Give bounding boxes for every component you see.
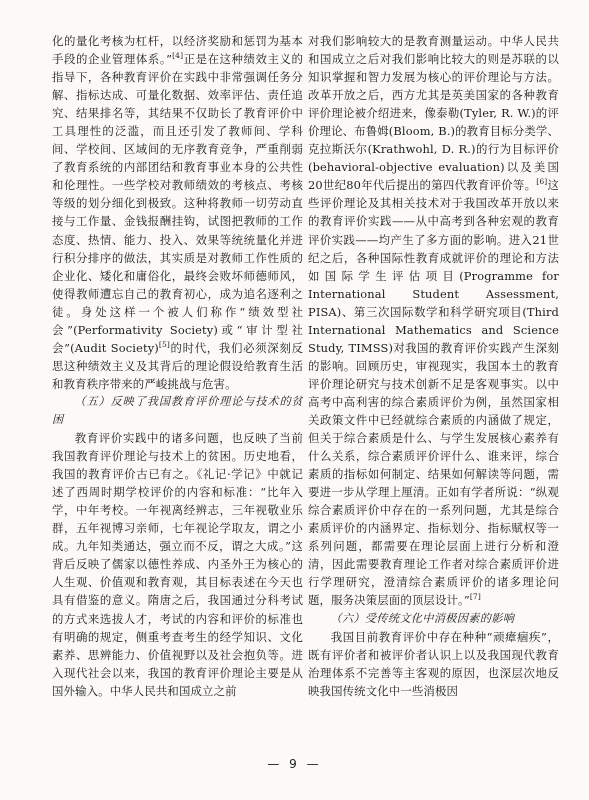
paragraph-text: 对我们影响较大的是教育测量运动。中华人民共和国成立之后对我们影响比较大的则是苏联的以知识掌握和智力发展为核心的评价理论与方法。改革开放之后，西方尤其是英美国家的各种教育评价理论被介绍进来，像泰勒(Tyler, R. W.)的评价理论、布鲁姆(Bloom, B.)的教育目标分类学、克拉斯沃尔(Krathwohl, D. R.)的行为目标评价(behavioral-objective evaluation)以及美国20世纪80年代后提出的第四代教育评价等。 <box>308 34 559 193</box>
right-column <box>308 32 559 740</box>
paragraph <box>308 32 559 610</box>
paragraph-text: 这些评价理论及其相关技术对于我国改革开放以来的教育评价实践——从中高考到各种宏观的教育评价实践——均产生了多方面的影响。进入21世纪之后，各种国际性教育成就评价的理论和方法如国际学生评估项目(Programme for International Student Assessment, PISA)、第三次国际数学和科学研究项目(Third International Mathematics and Science Study, TIMSS)对我国的教育评价实践产生深刻的影响。回顾历史，审视现实，我国本土的教育评价理论研究与技术创新不足是客观事实。以中高考中高利害的综合素质评价为例，虽然国家相关政策文件中已经就综合素质的内涵做了规定，但关于综合素质是什么、与学生发展核心素养有什么关系，综合素质评价评什么、谁来评，综合素质的指标如何制定、结果如何解读等问题，需要进一步从学理上厘清。正如有学者所说：“纵观综合素质评价中存在的一系列问题，尤其是综合素质评价的内涵界定、指标划分、指标赋权等一系列问题，都需要在理论层面上进行分析和澄清，因此需要教育理论工作者对综合素质评价进行学理研究，澄清综合素质评价的诸多理论问题，服务决策层面的顶层设计。” <box>308 178 559 608</box>
paragraph-text: 正是在这种绩效主义的指导下，各种教育评价在实践中非常强调任务分解、指标达成、可量化数据、效率评估、责任追究、结果排名等，其结果不仅助长了教育评价中工具理性的泛滥，而且还引发了教师间、学科间、学校间、区域间的无序教育竞争，严重削弱了教育系统的内部团结和教育事业本身的公共性和伦理性。一些学校对教师绩效的考核点、考核等级的划分细化到极致。这种将教师一切劳动直接与工作量、金钱报酬挂钩，试图把教师的工作态度、热情、能力、投入、效果等统统量化并进行积分排序的做法，其实质是对教师工作性质的企业化、矮化和庸俗化，最终会败坏师德师风，使得教师遭忘自己的教育初心，成为追名逐利之徒。身处这样一个被人们称作“绩效型社会”(Performativity Society)或“审计型社会”(Audit Society) <box>52 52 303 355</box>
section-heading-6: （六）受传统文化中消极因素的影响 <box>330 611 515 625</box>
section-heading-5: （五）反映了我国教育评价理论与技术的贫困 <box>52 394 303 426</box>
citation-ref: [5] <box>158 340 170 349</box>
paragraph-text: 的时代，我们必须深刻反思这种绩效主义及其背后的理论假设给教育生活和教育秩序带来的严峻挑战与危害。 <box>52 340 303 391</box>
paragraph-text: 化的量化考核为杠杆，以经济奖励和惩罚为基本手段的企业管理体系。” <box>52 34 303 67</box>
paragraph <box>52 32 303 393</box>
citation-ref: [6] <box>536 177 548 187</box>
paragraph: 教育评价实践中的诸多问题，也反映了当前我国教育评价理论与技术上的贫困。历史地看，我国的教育评价古已有之。《礼记·学记》中就记述了西周时期学校评价的内容和标准：“比年入学，中年考校。一年视离经辨志，三年视敬业乐群，五年视博习亲师，七年视论学取友，谓之小成。九年知类通达，强立而不反，谓之大成。”这背后反映了儒家以德性养成、内圣外王为核心的人生观、价值观和教育观，其目标表述在今天也具有借鉴的意义。隋唐之后，我国通过分科考试的方式来选拔人才，考试的内容和评价的标准也有明确的规定，侧重考查考生的经学知识、文化素养、思辨能力、价值视野以及社会抱负等。进入现代社会以来，我国的教育评价理论主要是从国外输入。中华人民共和国成立之前 <box>52 431 303 698</box>
citation-ref: [7] <box>469 592 481 602</box>
paragraph: 我国目前教育评价中存在种种“顽瘴痼疾”，既有评价者和被评价者认识上以及我国现代教育治理体系不完善等主客观的原因，也深层次地反映我国传统文化中一些消极因 <box>308 629 559 698</box>
citation-ref: [4] <box>172 51 184 61</box>
page-number: — 9 — <box>267 757 322 771</box>
left-column <box>52 32 303 740</box>
